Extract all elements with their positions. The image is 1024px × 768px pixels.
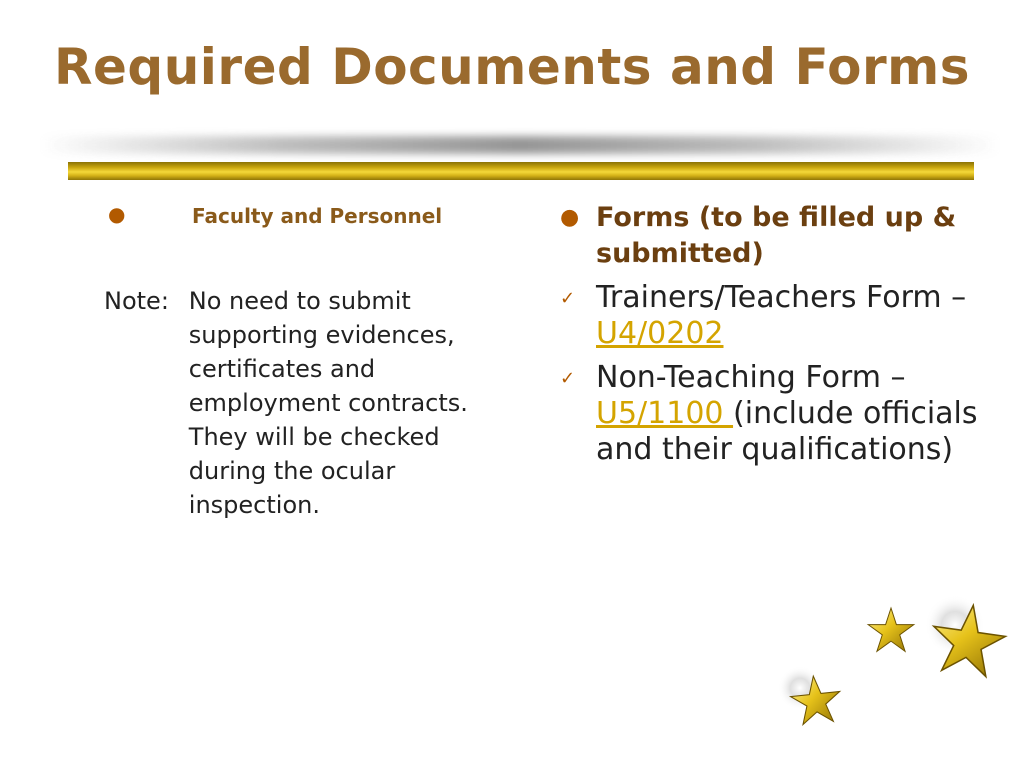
trainers-form-item bbox=[560, 280, 990, 352]
non-teaching-form-item bbox=[560, 360, 990, 468]
trainers-form-link[interactable]: U4/0202 bbox=[596, 316, 724, 351]
gold-star-icon bbox=[789, 674, 843, 726]
forms-heading: Forms (to be filled up & submitted) bbox=[596, 202, 957, 269]
left-column bbox=[104, 200, 524, 522]
faculty-personnel-label: Faculty and Personnel bbox=[192, 204, 443, 228]
non-teaching-form-link[interactable]: U5/1100 bbox=[596, 396, 734, 431]
round-bullet-icon: ● bbox=[560, 205, 580, 230]
gold-star-icon bbox=[868, 608, 914, 651]
check-mark-icon: ✓ bbox=[560, 368, 576, 389]
star-glow bbox=[925, 595, 985, 655]
gold-star-icon bbox=[928, 600, 1009, 678]
note-label: Note: bbox=[104, 287, 169, 315]
right-column bbox=[560, 200, 990, 468]
note-text: No need to submit supporting evidences, certificates and employment contracts. They will be checked during the ocular inspection. bbox=[188, 287, 468, 519]
non-teaching-form-label: Non-Teaching Form – bbox=[596, 360, 906, 395]
title-shadow-divider bbox=[40, 136, 1000, 154]
non-teaching-form-text bbox=[596, 360, 990, 468]
star-glow bbox=[778, 666, 822, 710]
note-block bbox=[104, 284, 524, 522]
left-bullet-item bbox=[104, 200, 524, 232]
forms-heading-item bbox=[560, 200, 990, 272]
check-mark-icon: ✓ bbox=[560, 288, 576, 309]
gold-divider-bar bbox=[68, 162, 974, 180]
non-teaching-form-note: (include officials and their qualifications) bbox=[596, 396, 978, 467]
trainers-form-text bbox=[596, 280, 990, 352]
slide-title: Required Documents and Forms bbox=[53, 38, 970, 96]
trainers-form-label: Trainers/Teachers Form – bbox=[596, 280, 967, 315]
round-bullet-icon: ● bbox=[108, 202, 126, 226]
